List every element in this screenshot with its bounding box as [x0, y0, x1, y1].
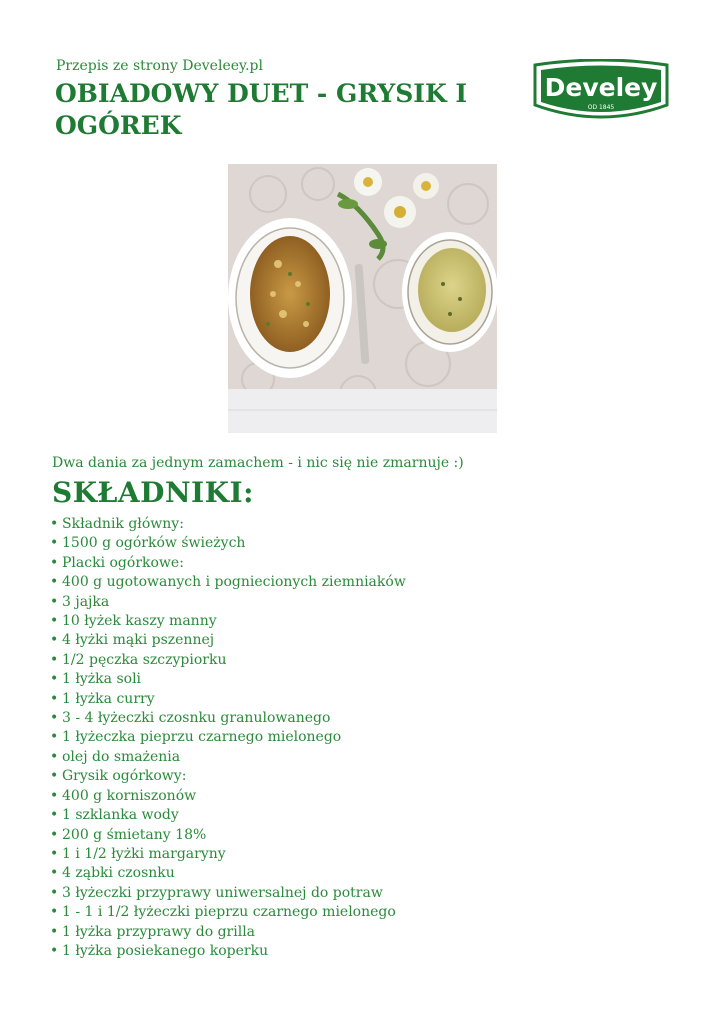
- list-item: • 1 szklanka wody: [50, 806, 406, 825]
- bullet-icon: •: [50, 554, 59, 571]
- recipe-photo: [228, 164, 497, 433]
- list-item: • Placki ogórkowe:: [50, 554, 406, 573]
- list-item: • 400 g ugotowanych i pogniecionych ziemniaków: [50, 573, 406, 592]
- list-item: • 1 łyżka przyprawy do grilla: [50, 923, 406, 942]
- bullet-icon: •: [50, 845, 59, 862]
- bullet-icon: •: [50, 787, 59, 804]
- bullet-icon: •: [50, 826, 59, 843]
- list-item: • 400 g korniszonów: [50, 787, 406, 806]
- bullet-icon: •: [50, 516, 59, 532]
- list-item: • 1 łyżka posiekanego koperku: [50, 942, 406, 961]
- ingredients-heading: SKŁADNIKI:: [52, 476, 254, 509]
- bullet-icon: •: [50, 690, 59, 707]
- list-item: • Grysik ogórkowy:: [50, 767, 406, 786]
- bullet-icon: •: [50, 729, 59, 746]
- list-item: • 1 łyżka soli: [50, 670, 406, 689]
- bullet-icon: •: [50, 904, 59, 921]
- bullet-icon: •: [50, 535, 59, 552]
- bullet-icon: •: [50, 671, 59, 688]
- list-item: • 1/2 pęczka szczypiorku: [50, 651, 406, 670]
- list-item: • 3 - 4 łyżeczki czosnku granulowanego: [50, 709, 406, 728]
- logo-text: Develey: [544, 73, 658, 102]
- bullet-icon: •: [50, 865, 59, 882]
- bullet-icon: •: [50, 748, 59, 765]
- list-item: • 3 jajka: [50, 593, 406, 612]
- bullet-icon: •: [50, 710, 59, 727]
- bullet-icon: •: [50, 613, 59, 630]
- bullet-icon: •: [50, 632, 59, 649]
- bullet-icon: •: [50, 574, 59, 591]
- bullet-icon: •: [50, 942, 59, 959]
- bullet-icon: •: [50, 884, 59, 901]
- list-item: • 10 łyżek kaszy manny: [50, 612, 406, 631]
- list-item: • 1 łyżeczka pieprzu czarnego mielonego: [50, 728, 406, 747]
- bullet-icon: •: [50, 807, 59, 824]
- source-note: Przepis ze strony Develeey.pl: [56, 58, 263, 74]
- develey-logo: [531, 59, 671, 127]
- bullet-icon: •: [50, 768, 59, 785]
- list-item: • Składnik główny:: [50, 515, 406, 534]
- bullet-icon: •: [50, 923, 59, 940]
- recipe-title: OBIADOWY DUET - GRYSIK I OGÓREK: [55, 79, 468, 140]
- list-item: • 3 łyżeczki przyprawy uniwersalnej do potraw: [50, 884, 406, 903]
- ingredients-list: [50, 515, 406, 961]
- list-item: • 1500 g ogórków świeżych: [50, 534, 406, 553]
- list-item: • olej do smażenia: [50, 748, 406, 767]
- list-item: • 4 łyżki mąki pszennej: [50, 631, 406, 650]
- logo-subtext: OD 1845: [587, 104, 615, 111]
- list-item: • 200 g śmietany 18%: [50, 826, 406, 845]
- recipe-lead: Dwa dania za jednym zamachem - i nic się nie zmarnuje :): [52, 455, 464, 471]
- bullet-icon: •: [50, 593, 59, 610]
- list-item: • 1 i 1/2 łyżki margaryny: [50, 845, 406, 864]
- list-item: • 1 łyżka curry: [50, 690, 406, 709]
- bullet-icon: •: [50, 651, 59, 668]
- list-item: • 4 ząbki czosnku: [50, 864, 406, 883]
- list-item: • 1 - 1 i 1/2 łyżeczki pieprzu czarnego mielonego: [50, 903, 406, 922]
